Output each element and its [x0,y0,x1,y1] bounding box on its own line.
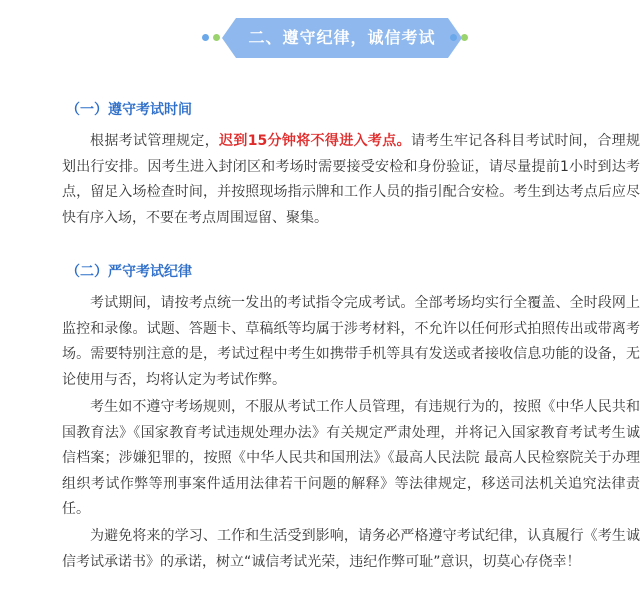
decorative-dots-right [450,34,468,42]
paragraph-text: 根据考试管理规定， [90,133,220,149]
decorative-dots-left [202,34,220,42]
section-banner [0,18,640,60]
late-warning-highlight: 迟到15分钟将不得进入考点。 [219,133,411,149]
dot-icon [450,34,457,41]
section-heading-exam-discipline: （二）严守考试纪律 [66,264,192,280]
paragraph-text: 请考生牢记各科目考试时间，合理规划出行安排。因考生进入封闭区和考场时需要接受安检和身份验证，请尽量提前1小时到达考点，留足入场检查时间，并按照现场指示牌和工作人员的指引配合安检。考生到达考点后应尽快有序入场，不要在考点周围逗留、聚集。 [62,133,640,226]
paragraph-exam-time [62,129,640,231]
banner-title: 二、遵守纪律，诚信考试 [236,18,448,58]
dot-icon [461,34,468,41]
dot-icon [213,34,220,41]
paragraph-integrity-pledge: 为避免将来的学习、工作和生活受到影响，请务必严格遵守考试纪律，认真履行《考生诚信考试承诺书》的承诺，树立“诚信考试光荣，违纪作弊可耻”意识，切莫心存侥幸！ [62,528,640,570]
section-heading-exam-time: （一）遵守考试时间 [66,102,192,118]
dot-icon [202,34,209,41]
paragraph-violation-penalty: 考生如不遵守考场规则，不服从考试工作人员管理，有违规行为的，按照《中华人民共和国教育法》《国家教育考试违规处理办法》有关规定严肃处理，并将记入国家教育考试考生诚信档案；涉嫌犯罪的，按照《中华人民共和国刑法》《最高人民法院 最高人民检察院关于办理组织考试作弊等刑事案件适用法律若干问题的解释》等法律规定，移送司法机关追究法律责任。 [62,399,640,518]
paragraph-exam-rules: 考试期间，请按考点统一发出的考试指令完成考试。全部考场均实行全覆盖、全时段网上监控和录像。试题、答题卡、草稿纸等均属于涉考材料，不允许以任何形式拍照传出或带离考场。需要特别注意的是，考试过程中考生如携带手机等具有发送或者接收信息功能的设备，无论使用与否，均将认定为考试作弊。 [62,295,640,388]
